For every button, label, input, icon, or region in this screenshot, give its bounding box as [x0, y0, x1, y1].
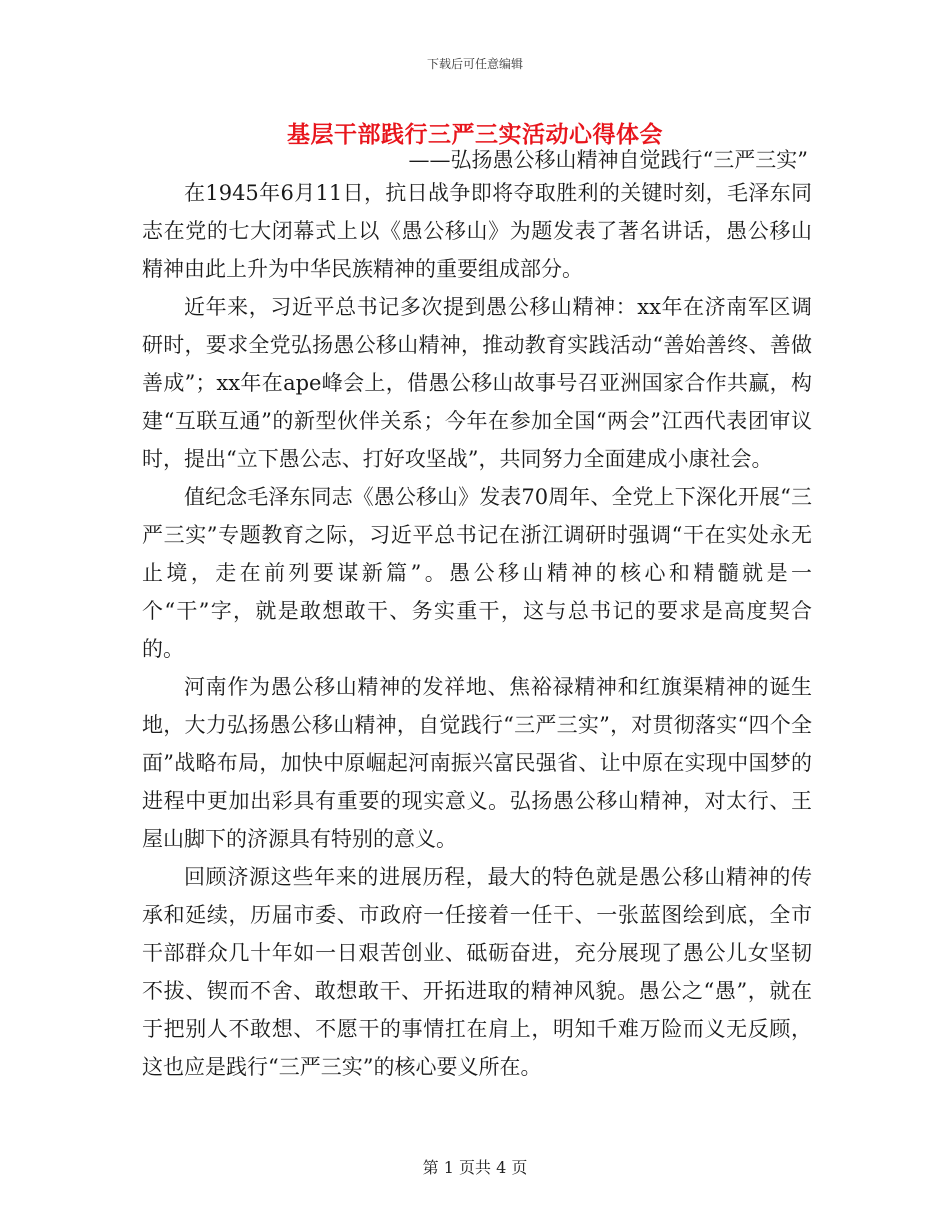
- paragraph: 值纪念毛泽东同志《愚公移山》发表70周年、全党上下深化开展“三严三实”专题教育之际，习近平总书记在浙江调研时强调“干在实处永无止境，走在前列要谋新篇”。愚公移山精神的核心和精髓就是一个“干”字，就是敢想敢干、务实重干，这与总书记的要求是高度契合的。: [142, 485, 812, 661]
- document-subtitle: ——弘扬愚公移山精神自觉践行“三严三实”: [408, 148, 808, 172]
- page-number: 第 1 页共 4 页: [422, 1158, 528, 1177]
- header-note: 下载后可任意编辑: [426, 57, 523, 71]
- paragraph: 在1945年6月11日，抗日战争即将夺取胜利的关键时刻，毛泽东同志在党的七大闭幕式上以《愚公移山》为题发表了著名讲话，愚公移山精神由此上升为中华民族精神的重要组成部分。: [142, 181, 812, 281]
- document-body: [142, 174, 812, 1086]
- paragraph: 近年来，习近平总书记多次提到愚公移山精神：xx年在济南军区调研时，要求全党弘扬愚公移山精神，推动教育实践活动“善始善终、善做善成”；xx年在ape峰会上，借愚公移山故事号召亚洲国家合作共赢，构建“互联互通”的新型伙伴关系；今年在参加全国“两会”江西代表团审议时，提出“立下愚公志、打好攻坚战”，共同努力全面建成小康社会。: [142, 295, 812, 471]
- paragraph: 回顾济源这些年来的进展历程，最大的特色就是愚公移山精神的传承和延续，历届市委、市政府一任接着一任干、一张蓝图绘到底，全市干部群众几十年如一日艰苦创业、砥砺奋进，充分展现了愚公儿女坚韧不拔、锲而不舍、敢想敢干、开拓进取的精神风貌。愚公之“愚”，就在于把别人不敢想、不愿干的事情扛在肩上，明知千难万险而义无反顾，这也应是践行“三严三实”的核心要义所在。: [142, 865, 812, 1079]
- document-title: 基层干部践行三严三实活动心得体会: [287, 121, 663, 148]
- paragraph: 河南作为愚公移山精神的发祥地、焦裕禄精神和红旗渠精神的诞生地，大力弘扬愚公移山精神，自觉践行“三严三实”，对贯彻落实“四个全面”战略布局，加快中原崛起河南振兴富民强省、让中原在实现中国梦的进程中更加出彩具有重要的现实意义。弘扬愚公移山精神，对太行、王屋山脚下的济源具有特别的意义。: [142, 675, 812, 851]
